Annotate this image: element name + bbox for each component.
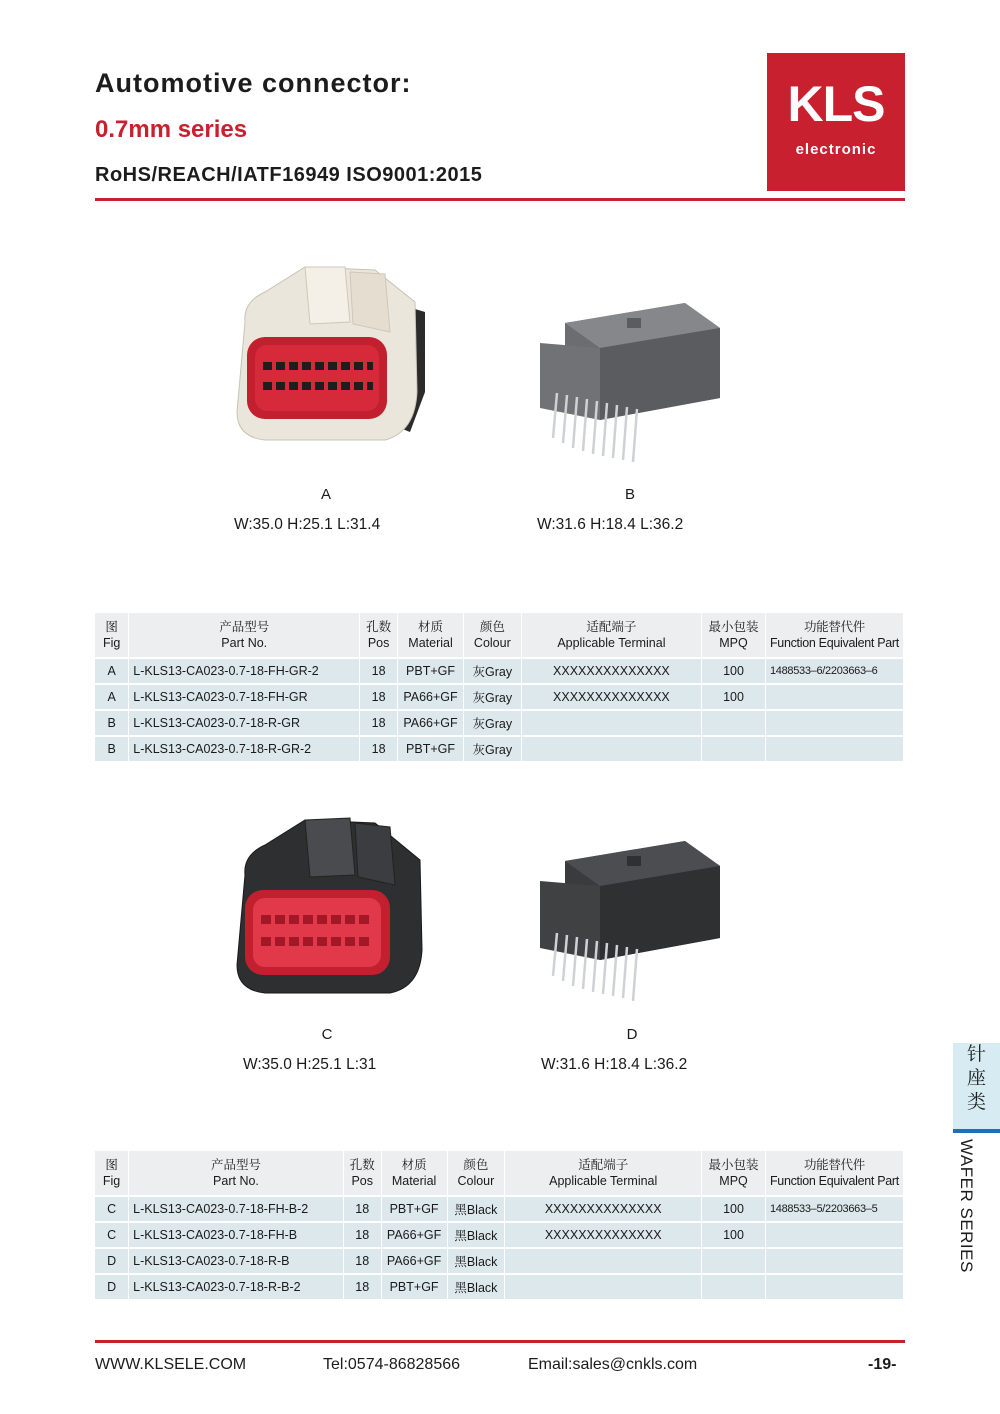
header-material: 材质 Material <box>381 1151 447 1196</box>
logo-brand: KLS <box>787 76 885 132</box>
connector-image-b <box>535 288 730 463</box>
page-number: -19- <box>868 1356 897 1373</box>
cell-part: L-KLS13-CA023-0.7-18-FH-GR-2 <box>129 658 360 684</box>
figure-dims-c: W:35.0 H:25.1 L:31 <box>243 1056 377 1073</box>
table-row <box>95 658 904 684</box>
cell-colour: 黑Black <box>447 1274 505 1299</box>
kls-logo <box>767 53 905 191</box>
footer-website: WWW.KLSELE.COM <box>95 1356 247 1373</box>
page-title: Automotive connector: <box>95 68 412 98</box>
logo-sub: electronic <box>795 141 877 158</box>
table-header-row <box>95 1151 904 1196</box>
figure-dims-b: W:31.6 H:18.4 L:36.2 <box>537 516 684 533</box>
header-equiv: 功能替代件 Function Equivalent Part <box>765 1151 903 1196</box>
footer-tel: Tel:0574-86828566 <box>323 1356 461 1373</box>
cell-equiv <box>765 1248 903 1274</box>
cell-colour: 黑Black <box>447 1196 505 1222</box>
cell-material: PA66+GF <box>381 1248 447 1274</box>
side-tab-label: WAFER SERIES <box>957 1139 976 1273</box>
certifications: RoHS/REACH/IATF16949 ISO9001:2015 <box>95 164 483 186</box>
cell-pos: 18 <box>343 1248 381 1274</box>
cell-pos: 18 <box>360 658 398 684</box>
footer-divider <box>95 1340 905 1343</box>
cell-colour: 灰Gray <box>463 710 521 736</box>
connector-image-d <box>535 826 730 1004</box>
cell-material: PA66+GF <box>381 1222 447 1248</box>
cell-terminal <box>521 736 701 761</box>
cell-part: L-KLS13-CA023-0.7-18-R-B <box>129 1248 344 1274</box>
cell-part: L-KLS13-CA023-0.7-18-FH-B-2 <box>129 1196 344 1222</box>
cell-part: L-KLS13-CA023-0.7-18-FH-GR <box>129 684 360 710</box>
connector-image-a <box>225 262 435 452</box>
cell-equiv <box>765 684 903 710</box>
cell-material: PA66+GF <box>398 710 464 736</box>
cell-mpq: 100 <box>702 684 766 710</box>
cell-mpq: 100 <box>702 658 766 684</box>
cell-equiv <box>765 1274 903 1299</box>
header-pos: 孔数 Pos <box>360 613 398 658</box>
header-fig: 图 Fig <box>95 1151 129 1196</box>
figure-label-b: B <box>624 486 635 503</box>
cell-colour: 黑Black <box>447 1248 505 1274</box>
cell-pos: 18 <box>343 1196 381 1222</box>
cell-colour: 黑Black <box>447 1222 505 1248</box>
table-row <box>95 1248 904 1274</box>
table-header-row <box>95 613 904 658</box>
cell-fig: D <box>95 1248 129 1274</box>
cell-pos: 18 <box>360 710 398 736</box>
side-tab-en <box>953 1139 1000 1289</box>
figure-label-d: D <box>626 1026 638 1043</box>
cell-fig: B <box>95 736 129 761</box>
cell-colour: 灰Gray <box>463 736 521 761</box>
cell-part: L-KLS13-CA023-0.7-18-R-B-2 <box>129 1274 344 1299</box>
cell-material: PBT+GF <box>381 1196 447 1222</box>
figure-label-a: A <box>320 486 331 503</box>
spec-table-bottom <box>95 1151 904 1299</box>
side-tab-char: 类 <box>966 1092 986 1113</box>
cell-fig: B <box>95 710 129 736</box>
spec-table-top <box>95 613 904 761</box>
cell-part: L-KLS13-CA023-0.7-18-R-GR-2 <box>129 736 360 761</box>
header-material: 材质 Material <box>398 613 464 658</box>
cell-colour: 灰Gray <box>463 658 521 684</box>
cell-pos: 18 <box>360 736 398 761</box>
header-mpq: 最小包装 MPQ <box>702 613 766 658</box>
cell-fig: D <box>95 1274 129 1299</box>
header-colour: 颜色 Colour <box>447 1151 505 1196</box>
cell-fig: A <box>95 684 129 710</box>
cell-pos: 18 <box>360 684 398 710</box>
cell-material: PBT+GF <box>381 1274 447 1299</box>
cell-part: L-KLS13-CA023-0.7-18-R-GR <box>129 710 360 736</box>
cell-pos: 18 <box>343 1274 381 1299</box>
header-pos: 孔数 Pos <box>343 1151 381 1196</box>
cell-terminal: XXXXXXXXXXXXXX <box>505 1196 702 1222</box>
table-row <box>95 1222 904 1248</box>
cell-material: PA66+GF <box>398 684 464 710</box>
cell-fig: C <box>95 1222 129 1248</box>
header-fig: 图 Fig <box>95 613 129 658</box>
figure-dims-a: W:35.0 H:25.1 L:31.4 <box>234 516 381 533</box>
side-tab-char: 针 <box>966 1044 986 1065</box>
cell-terminal: XXXXXXXXXXXXXX <box>505 1222 702 1248</box>
cell-material: PBT+GF <box>398 658 464 684</box>
connector-image-c <box>225 815 435 1005</box>
footer-email: Email:sales@cnkls.com <box>528 1356 698 1373</box>
table-row <box>95 710 904 736</box>
cell-terminal <box>521 710 701 736</box>
cell-mpq <box>702 1274 766 1299</box>
figure-dims-d: W:31.6 H:18.4 L:36.2 <box>541 1056 688 1073</box>
side-tab-char: 座 <box>966 1068 986 1089</box>
header-part: 产品型号 Part No. <box>129 1151 344 1196</box>
cell-terminal: XXXXXXXXXXXXXX <box>521 684 701 710</box>
cell-equiv: 1488533–5/2203663–5 <box>765 1196 903 1222</box>
header-terminal: 适配端子 Applicable Terminal <box>521 613 701 658</box>
header-part: 产品型号 Part No. <box>129 613 360 658</box>
side-tab-cn <box>953 1043 1000 1129</box>
cell-equiv <box>765 1222 903 1248</box>
table-row <box>95 1274 904 1299</box>
cell-mpq <box>702 710 766 736</box>
cell-pos: 18 <box>343 1222 381 1248</box>
cell-mpq: 100 <box>702 1196 766 1222</box>
cell-material: PBT+GF <box>398 736 464 761</box>
cell-fig: A <box>95 658 129 684</box>
header-equiv: 功能替代件 Function Equivalent Part <box>765 613 903 658</box>
cell-colour: 灰Gray <box>463 684 521 710</box>
cell-terminal: XXXXXXXXXXXXXX <box>521 658 701 684</box>
figure-label-c: C <box>321 1026 333 1043</box>
table-row <box>95 684 904 710</box>
header-colour: 颜色 Colour <box>463 613 521 658</box>
series-side-tab <box>953 1043 1000 1289</box>
cell-equiv <box>765 736 903 761</box>
cell-mpq: 100 <box>702 1222 766 1248</box>
cell-equiv: 1488533–6/2203663–6 <box>765 658 903 684</box>
header-divider <box>95 198 905 201</box>
header-mpq: 最小包装 MPQ <box>702 1151 766 1196</box>
table-row <box>95 1196 904 1222</box>
cell-equiv <box>765 710 903 736</box>
series-subtitle: 0.7mm series <box>95 116 248 143</box>
table-row <box>95 736 904 761</box>
cell-part: L-KLS13-CA023-0.7-18-FH-B <box>129 1222 344 1248</box>
side-tab-bar <box>953 1129 1000 1133</box>
cell-mpq <box>702 736 766 761</box>
cell-mpq <box>702 1248 766 1274</box>
cell-terminal <box>505 1248 702 1274</box>
cell-terminal <box>505 1274 702 1299</box>
header-terminal: 适配端子 Applicable Terminal <box>505 1151 702 1196</box>
cell-fig: C <box>95 1196 129 1222</box>
